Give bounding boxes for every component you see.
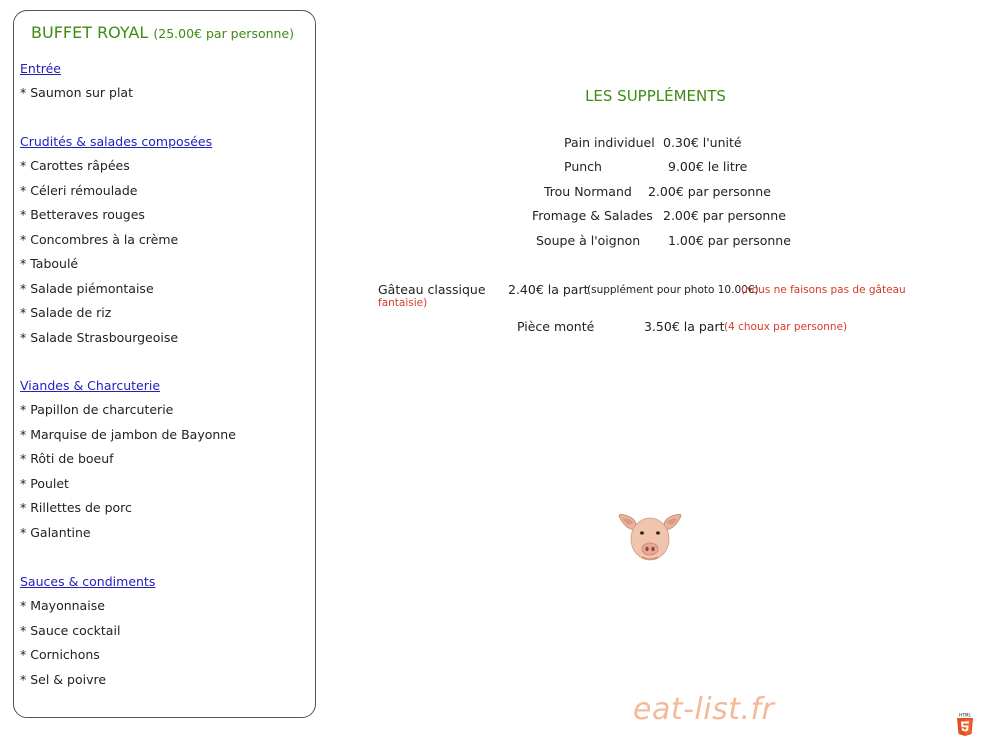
menu-item: * Taboulé xyxy=(20,256,79,271)
supplement-name: Pain individuel xyxy=(564,135,655,150)
menu-item: * Carottes râpées xyxy=(20,158,130,173)
cake-name: Pièce monté xyxy=(517,319,595,334)
supplement-price: 2.00€ par personne xyxy=(648,184,771,199)
supplement-name: Trou Normand xyxy=(544,184,632,199)
supplement-name: Fromage & Salades xyxy=(532,208,653,223)
supplement-price: 1.00€ par personne xyxy=(668,233,791,248)
menu-item: * Céleri rémoulade xyxy=(20,182,138,198)
supplement-name: Punch xyxy=(564,159,602,174)
menu-item: * Galantine xyxy=(20,524,91,540)
menu-item: * Salade de riz xyxy=(20,305,112,320)
buffet-price: (25.00€ par personne) xyxy=(153,26,295,41)
menu-item: * Sauce cocktail xyxy=(20,622,121,638)
menu-item: * Cornichons xyxy=(20,647,100,662)
menu-item: * Sel & poivre xyxy=(20,671,107,687)
section-viandes xyxy=(20,374,236,545)
html5-label: HTML xyxy=(959,712,971,718)
cake-name: Gâteau classique xyxy=(378,282,486,297)
section-crudites xyxy=(20,130,212,350)
cake-price: 3.50€ la part xyxy=(644,319,725,334)
supplement-price: 9.00€ le litre xyxy=(668,159,748,174)
watermark-text: eat-list.fr xyxy=(633,692,775,727)
supplement-price: 2.00€ par personne xyxy=(663,208,786,223)
buffet-title xyxy=(31,23,294,42)
menu-item: * Rôti de boeuf xyxy=(20,451,114,466)
section-sauces xyxy=(20,570,155,692)
supplement-name: Soupe à l'oignon xyxy=(536,233,641,248)
cake-remark: (4 choux par personne) xyxy=(724,321,848,333)
supplements-title: LES SUPPLÉMENTS xyxy=(585,87,726,105)
menu-item: * Salade Strasbourgeoise xyxy=(20,329,179,345)
menu-item: * Saumon sur plat xyxy=(20,85,133,100)
cake-price: 2.40€ la part xyxy=(508,282,589,297)
pig-icon xyxy=(614,512,686,564)
html5-icon[interactable] xyxy=(955,712,975,736)
menu-item: * Betteraves rouges xyxy=(20,207,145,222)
menu-item: * Concombres à la crème xyxy=(20,231,179,247)
section-heading-entree[interactable]: Entrée xyxy=(20,61,61,76)
menu-item: * Mayonnaise xyxy=(20,598,105,613)
menu-item: * Poulet xyxy=(20,475,69,491)
section-heading-crudites[interactable]: Crudités & salades composées xyxy=(20,134,213,149)
menu-item: * Rillettes de porc xyxy=(20,500,132,515)
menu-item: * Papillon de charcuterie xyxy=(20,402,174,417)
buffet-menu-panel xyxy=(13,10,316,718)
cake-remark-continued: fantaisie) xyxy=(378,297,428,309)
section-heading-viandes[interactable]: Viandes & Charcuterie xyxy=(20,378,161,393)
menu-item: * Marquise de jambon de Bayonne xyxy=(20,426,236,442)
supplement-price: 0.30€ l'unité xyxy=(663,135,742,150)
cake-photo-note: (supplément pour photo 10.00€) xyxy=(587,284,759,296)
cake-remark: (nous ne faisons pas de gâteau xyxy=(741,284,906,296)
buffet-name: BUFFET ROYAL xyxy=(31,23,149,42)
menu-item: * Salade piémontaise xyxy=(20,280,154,296)
section-heading-sauces[interactable]: Sauces & condiments xyxy=(20,574,156,589)
